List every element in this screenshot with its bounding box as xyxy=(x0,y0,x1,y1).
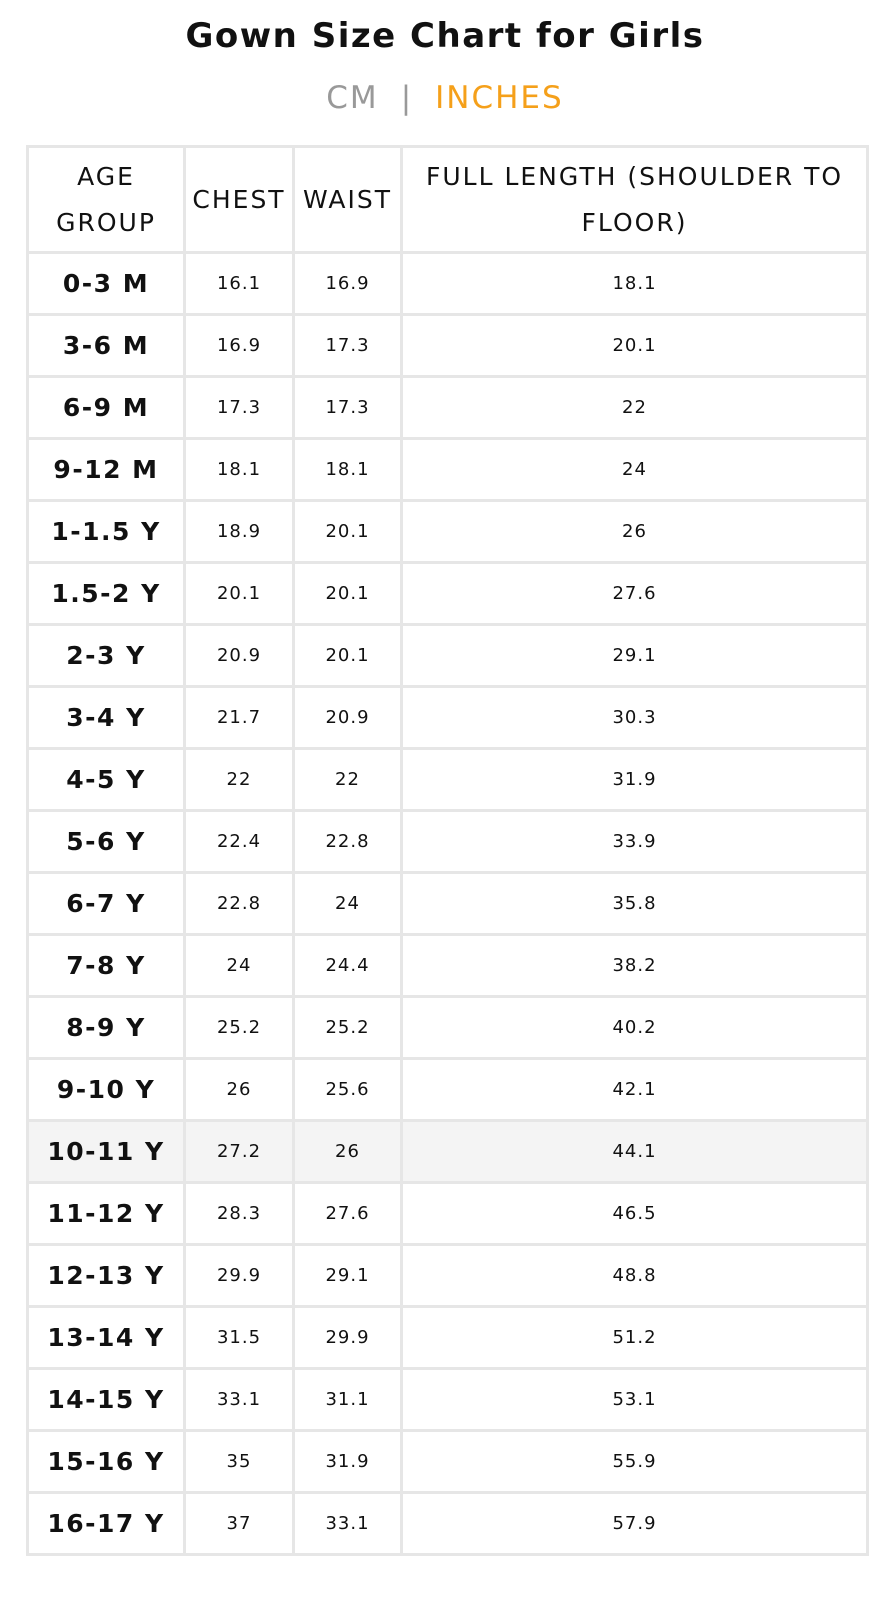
cell-waist: 16.9 xyxy=(294,253,402,315)
cell-waist: 20.1 xyxy=(294,501,402,563)
cell-chest: 16.1 xyxy=(185,253,294,315)
unit-inches-button[interactable]: INCHES xyxy=(435,80,564,116)
cell-full-length: 44.1 xyxy=(402,1121,868,1183)
cell-age-group: 16-17 Y xyxy=(28,1493,185,1555)
cell-waist: 20.1 xyxy=(294,625,402,687)
cell-full-length: 57.9 xyxy=(402,1493,868,1555)
cell-age-group: 11-12 Y xyxy=(28,1183,185,1245)
cell-chest: 22.4 xyxy=(185,811,294,873)
table-row xyxy=(28,811,868,873)
cell-waist: 29.1 xyxy=(294,1245,402,1307)
cell-chest: 35 xyxy=(185,1431,294,1493)
cell-chest: 29.9 xyxy=(185,1245,294,1307)
cell-full-length: 40.2 xyxy=(402,997,868,1059)
cell-chest: 20.1 xyxy=(185,563,294,625)
page-title: Gown Size Chart for Girls xyxy=(185,16,705,56)
cell-waist: 31.1 xyxy=(294,1369,402,1431)
cell-waist: 33.1 xyxy=(294,1493,402,1555)
cell-age-group: 6-7 Y xyxy=(28,873,185,935)
cell-chest: 20.9 xyxy=(185,625,294,687)
cell-waist: 22 xyxy=(294,749,402,811)
cell-full-length: 42.1 xyxy=(402,1059,868,1121)
cell-age-group: 7-8 Y xyxy=(28,935,185,997)
cell-waist: 31.9 xyxy=(294,1431,402,1493)
table-row xyxy=(28,1431,868,1493)
cell-full-length: 29.1 xyxy=(402,625,868,687)
cell-full-length: 22 xyxy=(402,377,868,439)
cell-age-group: 3-4 Y xyxy=(28,687,185,749)
cell-chest: 26 xyxy=(185,1059,294,1121)
cell-age-group: 6-9 M xyxy=(28,377,185,439)
cell-age-group: 2-3 Y xyxy=(28,625,185,687)
unit-toggle xyxy=(0,80,890,116)
table-row xyxy=(28,1059,868,1121)
table-row xyxy=(28,1369,868,1431)
cell-waist: 26 xyxy=(294,1121,402,1183)
cell-chest: 18.9 xyxy=(185,501,294,563)
cell-chest: 18.1 xyxy=(185,439,294,501)
table-row xyxy=(28,625,868,687)
cell-waist: 24 xyxy=(294,873,402,935)
cell-chest: 25.2 xyxy=(185,997,294,1059)
cell-chest: 37 xyxy=(185,1493,294,1555)
cell-full-length: 18.1 xyxy=(402,253,868,315)
table-row xyxy=(28,501,868,563)
unit-separator: | xyxy=(400,80,414,116)
cell-waist: 20.1 xyxy=(294,563,402,625)
table-row xyxy=(28,749,868,811)
cell-waist: 22.8 xyxy=(294,811,402,873)
cell-age-group: 9-10 Y xyxy=(28,1059,185,1121)
table-row xyxy=(28,1121,868,1183)
cell-chest: 33.1 xyxy=(185,1369,294,1431)
table-row xyxy=(28,1307,868,1369)
cell-waist: 29.9 xyxy=(294,1307,402,1369)
cell-age-group: 9-12 M xyxy=(28,439,185,501)
cell-age-group: 4-5 Y xyxy=(28,749,185,811)
cell-chest: 16.9 xyxy=(185,315,294,377)
cell-waist: 17.3 xyxy=(294,377,402,439)
cell-waist: 25.6 xyxy=(294,1059,402,1121)
cell-full-length: 53.1 xyxy=(402,1369,868,1431)
cell-age-group: 1.5-2 Y xyxy=(28,563,185,625)
header-waist: WAIST xyxy=(294,147,402,253)
table-row xyxy=(28,1493,868,1555)
table-row xyxy=(28,1245,868,1307)
cell-full-length: 46.5 xyxy=(402,1183,868,1245)
cell-full-length: 55.9 xyxy=(402,1431,868,1493)
cell-age-group: 13-14 Y xyxy=(28,1307,185,1369)
cell-chest: 27.2 xyxy=(185,1121,294,1183)
cell-age-group: 10-11 Y xyxy=(28,1121,185,1183)
cell-waist: 24.4 xyxy=(294,935,402,997)
table-row xyxy=(28,997,868,1059)
size-chart-table xyxy=(26,145,869,1556)
table-row xyxy=(28,873,868,935)
cell-age-group: 3-6 M xyxy=(28,315,185,377)
table-row xyxy=(28,377,868,439)
header-age-group: AGE GROUP xyxy=(28,147,185,253)
cell-age-group: 5-6 Y xyxy=(28,811,185,873)
cell-age-group: 15-16 Y xyxy=(28,1431,185,1493)
header-full-length: FULL LENGTH (SHOULDER TO FLOOR) xyxy=(402,147,868,253)
cell-age-group: 1-1.5 Y xyxy=(28,501,185,563)
table-row xyxy=(28,315,868,377)
cell-full-length: 51.2 xyxy=(402,1307,868,1369)
cell-full-length: 31.9 xyxy=(402,749,868,811)
cell-waist: 17.3 xyxy=(294,315,402,377)
cell-chest: 28.3 xyxy=(185,1183,294,1245)
size-table-body xyxy=(28,253,868,1555)
table-row xyxy=(28,439,868,501)
cell-chest: 22 xyxy=(185,749,294,811)
cell-chest: 24 xyxy=(185,935,294,997)
table-row xyxy=(28,253,868,315)
cell-full-length: 35.8 xyxy=(402,873,868,935)
cell-full-length: 24 xyxy=(402,439,868,501)
unit-cm-button[interactable]: CM xyxy=(326,80,379,116)
cell-age-group: 12-13 Y xyxy=(28,1245,185,1307)
cell-waist: 18.1 xyxy=(294,439,402,501)
cell-full-length: 26 xyxy=(402,501,868,563)
cell-chest: 17.3 xyxy=(185,377,294,439)
table-row xyxy=(28,1183,868,1245)
cell-age-group: 8-9 Y xyxy=(28,997,185,1059)
table-row xyxy=(28,687,868,749)
cell-full-length: 27.6 xyxy=(402,563,868,625)
cell-full-length: 30.3 xyxy=(402,687,868,749)
cell-waist: 25.2 xyxy=(294,997,402,1059)
table-row xyxy=(28,935,868,997)
cell-age-group: 14-15 Y xyxy=(28,1369,185,1431)
cell-full-length: 48.8 xyxy=(402,1245,868,1307)
cell-full-length: 33.9 xyxy=(402,811,868,873)
cell-chest: 22.8 xyxy=(185,873,294,935)
header-chest: CHEST xyxy=(185,147,294,253)
cell-waist: 20.9 xyxy=(294,687,402,749)
table-row xyxy=(28,563,868,625)
cell-waist: 27.6 xyxy=(294,1183,402,1245)
cell-chest: 21.7 xyxy=(185,687,294,749)
table-header-row xyxy=(28,147,868,253)
cell-age-group: 0-3 M xyxy=(28,253,185,315)
cell-full-length: 20.1 xyxy=(402,315,868,377)
cell-full-length: 38.2 xyxy=(402,935,868,997)
cell-chest: 31.5 xyxy=(185,1307,294,1369)
